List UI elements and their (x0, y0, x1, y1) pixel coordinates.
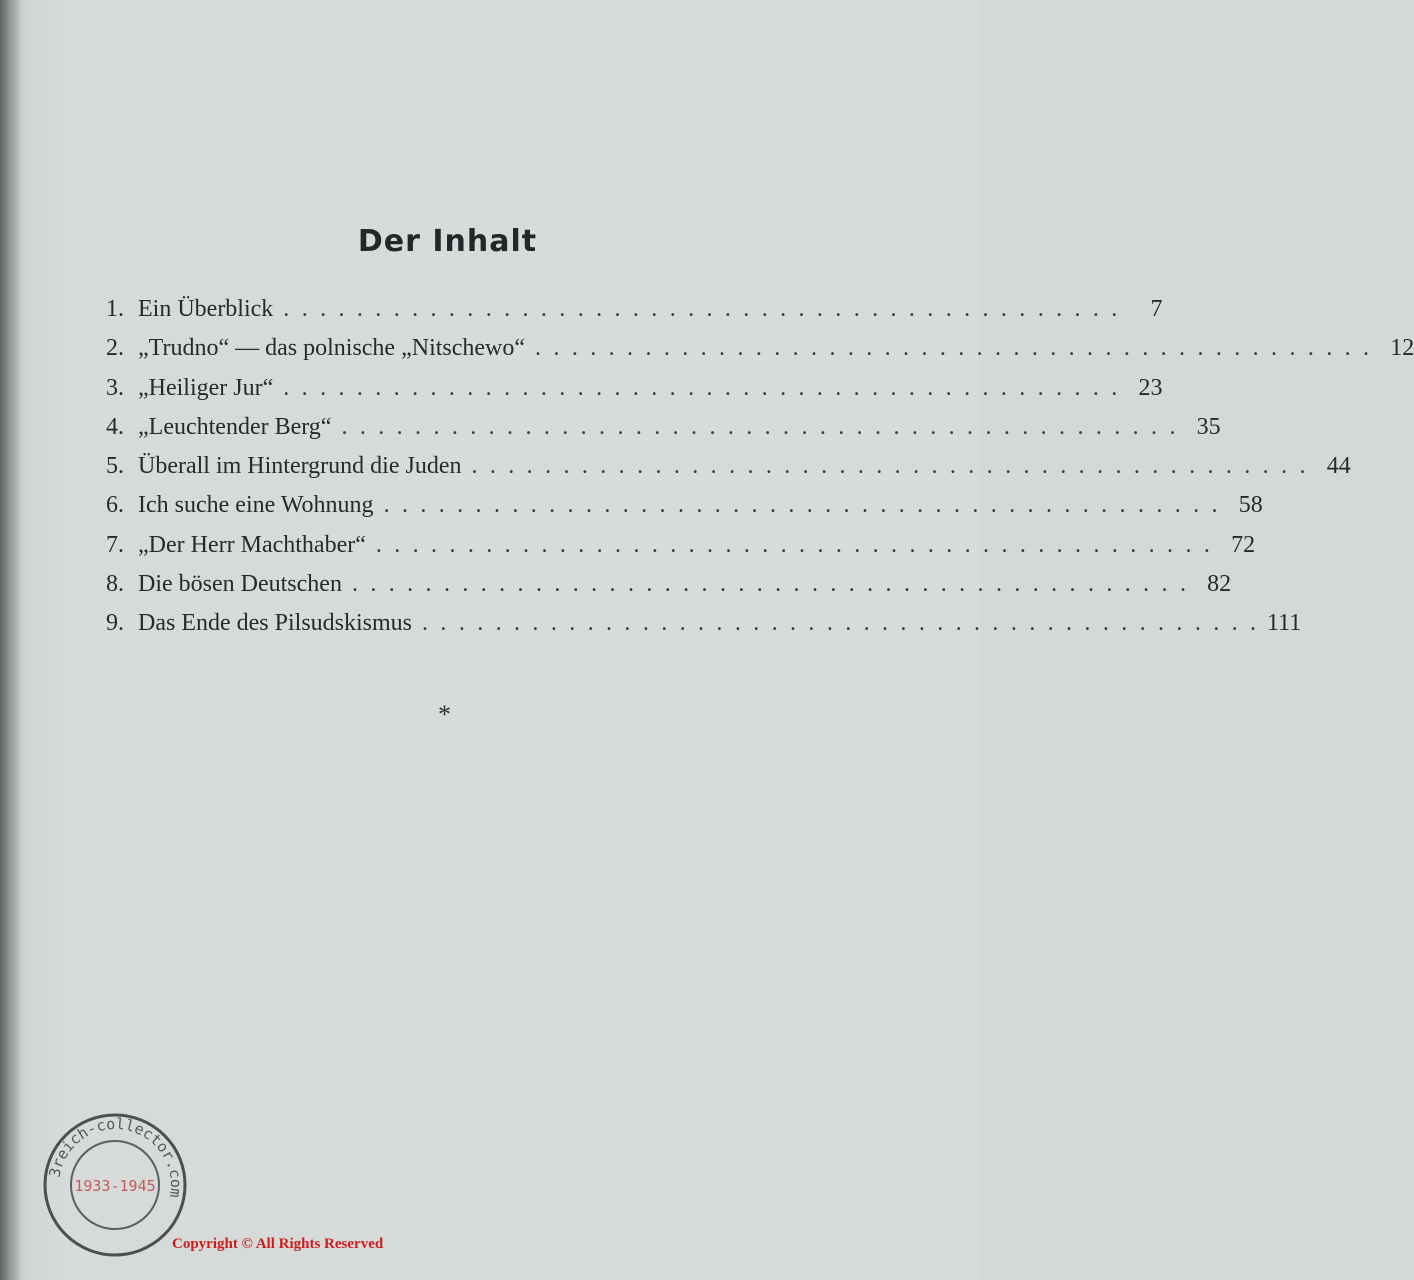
toc-entry-7 (106, 531, 1256, 571)
toc-entry-9 (106, 610, 1302, 649)
toc-number: 8. (106, 571, 124, 598)
dot-leader: . . . . . . . . . . . . . . . . . . . . . . . . . . . . . . . . . . . . . . . . . . . . . . (341, 413, 1179, 440)
toc-title: „Trudno“ — das polnische „Nitschewo“ (138, 335, 526, 362)
stamp-years: 1933-1945 (74, 1177, 156, 1195)
toc-page-number: 58 (1238, 492, 1263, 519)
watermark-stamp (40, 1110, 190, 1260)
dot-leader: . . . . . . . . . . . . . . . . . . . . . . . . . . . . . . . . . . . . . . . . . . . . . . (375, 531, 1214, 558)
table-of-contents (106, 296, 1414, 650)
toc-entry-8 (106, 571, 1232, 610)
dot-leader: . . . . . . . . . . . . . . . . . . . . . . . . . . . . . . . . . . . . . . . . . . . . . . (351, 571, 1190, 598)
toc-number: 9. (106, 610, 124, 637)
stamp-ring-text: 3reich-collector.com (45, 1114, 186, 1199)
toc-entry-1 (106, 296, 1163, 335)
toc-title: Ich suche eine Wohnung (138, 492, 374, 519)
dot-leader: . . . . . . . . . . . . . . . . . . . . . . . . . . . . . . . . . . . . . . . . . . . . . . (422, 610, 1260, 637)
toc-number: 2. (106, 335, 124, 362)
dot-leader: . . . . . . . . . . . . . . . . . . . . . . . . . . . . . . . . . . . . . . . . . . . . . . (283, 296, 1121, 322)
toc-title: „Der Herr Machthaber“ (138, 531, 366, 558)
dot-leader: . . . . . . . . . . . . . . . . . . . . . . . . . . . . . . . . . . . . . . . . . . . . . . (471, 453, 1309, 480)
toc-entry-2 (106, 335, 1414, 374)
toc-title: „Leuchtender Berg“ (138, 413, 332, 440)
page-title: Der Inhalt (357, 224, 538, 259)
toc-page-number: 7 (1150, 296, 1163, 322)
section-separator: * (438, 700, 451, 729)
toc-number: 7. (106, 531, 124, 558)
page-gutter-shadow (0, 0, 22, 1280)
toc-entry-6 (106, 492, 1263, 531)
toc-entry-3 (106, 374, 1163, 414)
dot-leader: . . . . . . . . . . . . . . . . . . . . . . . . . . . . . . . . . . . . . . . . . . . . . . (383, 492, 1221, 519)
dot-leader: . . . . . . . . . . . . . . . . . . . . . . . . . . . . . . . . . . . . . . . . . . . . . . (535, 335, 1373, 362)
toc-page-number: 82 (1207, 571, 1232, 598)
toc-title: Die bösen Deutschen (138, 571, 342, 598)
toc-entry-5 (106, 453, 1351, 492)
copyright-notice: Copyright © All Rights Reserved (172, 1236, 384, 1252)
toc-number: 6. (106, 492, 124, 519)
toc-page-number: 23 (1138, 374, 1163, 401)
toc-title: Ein Überblick (138, 296, 274, 322)
dot-leader: . . . . . . . . . . . . . . . . . . . . . . . . . . . . . . . . . . . . . . . . . . . . . . (283, 374, 1121, 401)
toc-page-number: 12 (1390, 335, 1414, 362)
toc-title: Überall im Hintergrund die Juden (138, 453, 462, 480)
toc-page-number: 72 (1231, 531, 1256, 558)
toc-number: 5. (106, 453, 124, 480)
toc-title: Das Ende des Pilsudskismus (138, 610, 413, 637)
toc-page-number: 35 (1196, 413, 1221, 440)
toc-number: 3. (106, 374, 124, 401)
toc-entry-4 (106, 413, 1221, 453)
toc-title: „Heiliger Jur“ (138, 374, 274, 401)
toc-page-number: 44 (1326, 453, 1351, 480)
toc-number: 4. (106, 413, 124, 440)
toc-number: 1. (106, 296, 124, 322)
toc-page-number: 111 (1267, 610, 1302, 637)
